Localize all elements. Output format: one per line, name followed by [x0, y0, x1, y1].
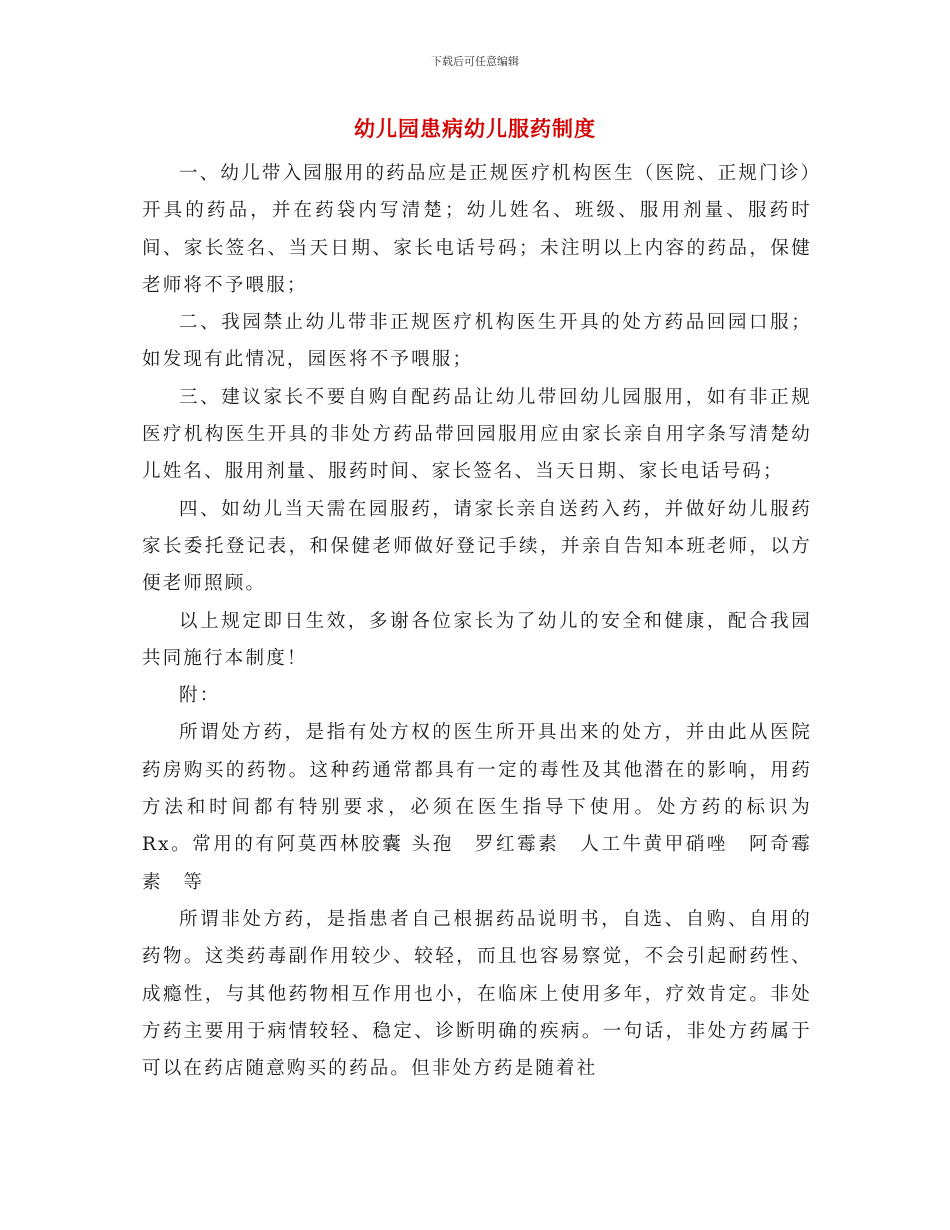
paragraph-rule-2: 二、我园禁止幼儿带非正规医疗机构医生开具的处方药品回园口服；如发现有此情况，园医将不予喂服； — [142, 312, 812, 371]
paragraph-otc-drugs: 所谓非处方药，是指患者自己根据药品说明书，自选、自购、自用的药物。这类药毒副作用较少、较轻，而且也容易察觉，不会引起耐药性、成瘾性，与其他药物相互作用也小，在临床上使用多年，疗效肯定。非处方药主要用于病情较轻、稳定、诊断明确的疾病。一句话，非处方药属于可以在药店随意购买的药品。但非处方药是随着社 — [142, 908, 812, 1080]
paragraph-appendix-label: 附： — [179, 685, 221, 707]
paragraph-prescription-drugs: 所谓处方药，是指有处方权的医生所开具出来的处方，并由此从医院药房购买的药物。这种药通常都具有一定的毒性及其他潜在的影响，用药方法和时间都有特别要求，必须在医生指导下使用。处方药的标识为Rx。常用的有阿莫西林胶囊 头孢 罗红霉素 人工牛黄甲硝唑 阿奇霉素 等 — [142, 722, 812, 893]
paragraph-rule-3: 三、建议家长不要自购自配药品让幼儿带回幼儿园服用，如有非正规医疗机构医生开具的非处方药品带回园服用应由家长亲自用字条写清楚幼儿姓名、服用剂量、服药时间、家长签名、当天日期、家长电话号码； — [142, 386, 812, 483]
page-header-note: 下载后可任意编辑 — [431, 55, 519, 68]
paragraph-rule-4: 四、如幼儿当天需在园服药，请家长亲自送药入药，并做好幼儿服药家长委托登记表，和保健老师做好登记手续，并亲自告知本班老师，以方便老师照顾。 — [142, 498, 812, 595]
paragraph-closing: 以上规定即日生效，多谢各位家长为了幼儿的安全和健康，配合我园共同施行本制度！ — [142, 610, 812, 669]
document-body — [142, 155, 812, 1087]
paragraph-rule-1: 一、幼儿带入园服用的药品应是正规医疗机构医生（医院、正规门诊）开具的药品，并在药袋内写清楚；幼儿姓名、班级、服用剂量、服药时间、家长签名、当天日期、家长电话号码；未注明以上内容的药品，保健老师将不予喂服； — [142, 163, 812, 296]
document-title: 幼儿园患病幼儿服药制度 — [354, 116, 596, 141]
